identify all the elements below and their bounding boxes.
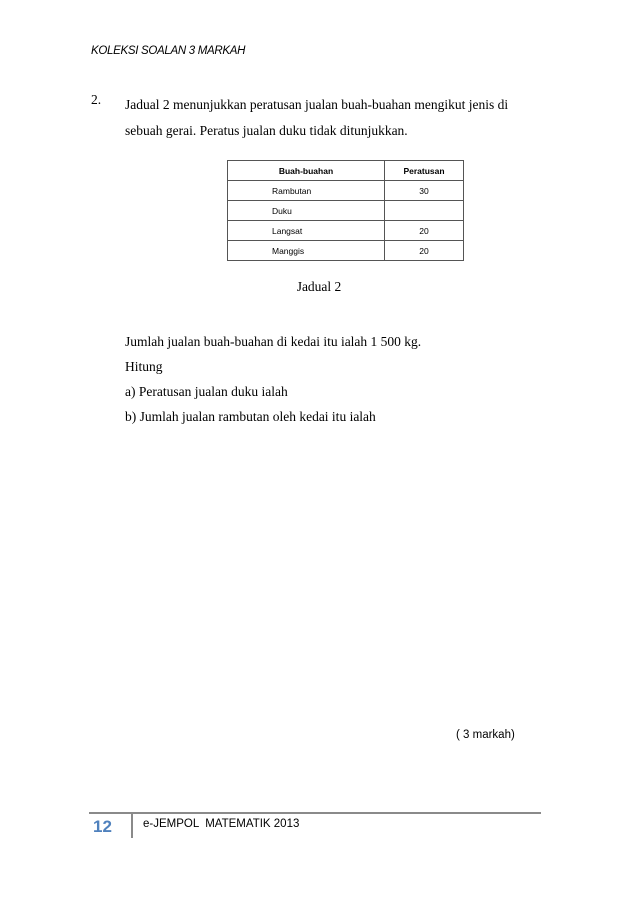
fruit-name: Rambutan [228,181,385,201]
fruit-percent: 20 [385,241,464,261]
question-body [125,329,421,429]
table-row [228,201,464,221]
table-row [228,181,464,201]
question-number: 2. [91,92,102,107]
fruit-percent: 20 [385,221,464,241]
question-line: Jadual 2 menunjukkan peratusan jualan buah-buahan mengikut jenis di [125,97,509,112]
table-caption: Jadual 2 [296,279,342,294]
table-row [228,221,464,241]
body-instruction: Hitung [125,359,163,374]
body-statement: Jumlah jualan buah-buahan di kedai itu ialah 1 500 kg. [125,334,422,349]
table-header-row [228,161,464,181]
footer-divider [89,812,541,814]
fruit-percent [385,201,464,221]
fruit-name: Langsat [228,221,385,241]
page-header: KOLEKSI SOALAN 3 MARKAH [91,45,246,57]
page-number: 12 [93,817,112,836]
part-a: a) Peratusan jualan duku ialah [125,384,288,399]
part-b: b) Jumlah jualan rambutan oleh kedai itu ialah [125,409,376,424]
marks-label: ( 3 markah) [456,729,515,741]
fruit-percent: 30 [385,181,464,201]
fruit-name: Manggis [228,241,385,261]
column-header-fruit: Buah-buahan [228,161,385,181]
fruit-name: Duku [228,201,385,221]
question-line: sebuah gerai. Peratus jualan duku tidak ditunjukkan. [125,123,408,138]
column-header-percent: Peratusan [385,161,464,181]
footer-separator [131,814,133,838]
table-row [228,241,464,261]
footer-title: e-JEMPOL MATEMATIK 2013 [143,818,300,830]
fruit-sales-table [227,160,464,261]
question-text [125,92,565,144]
